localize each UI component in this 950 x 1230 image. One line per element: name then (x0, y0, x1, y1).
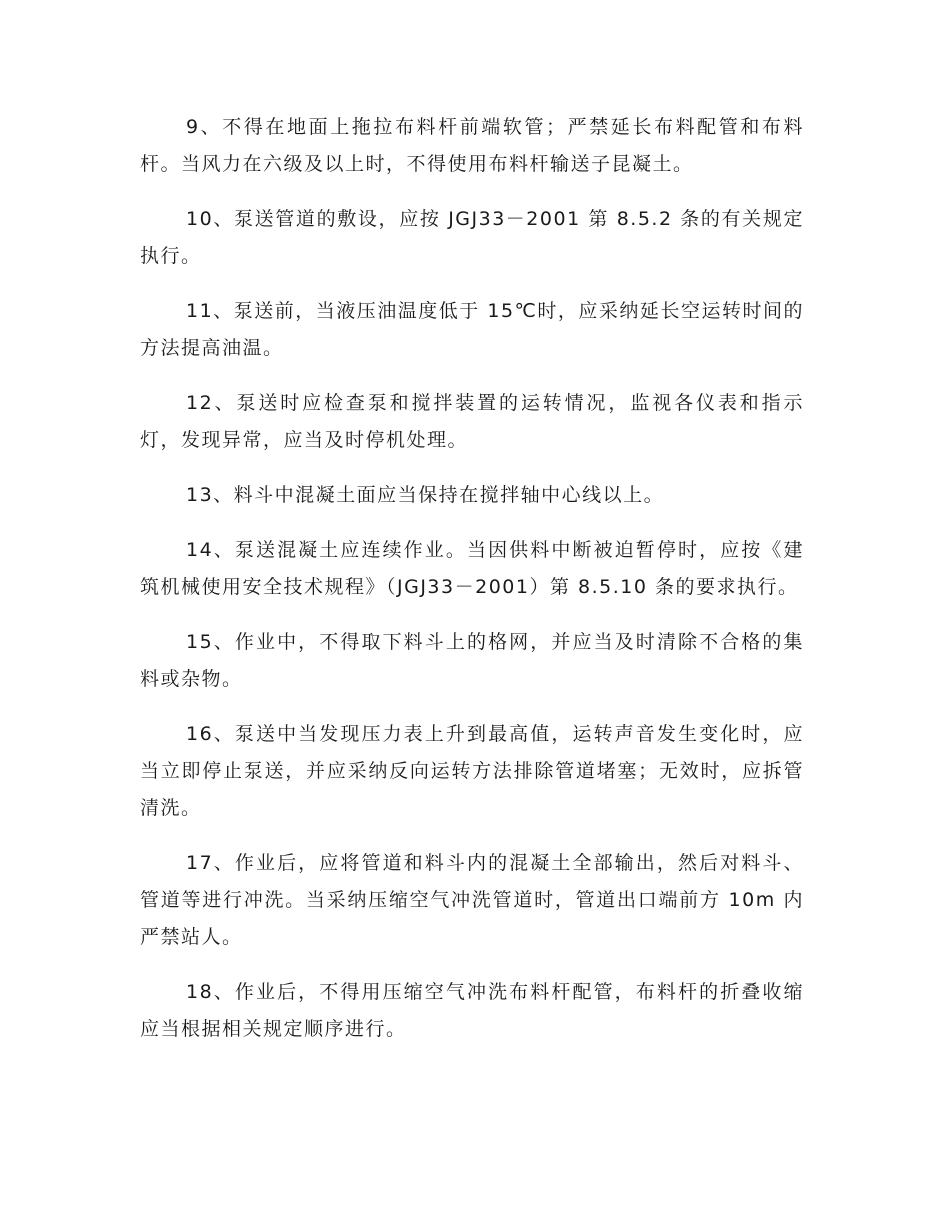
document-body (140, 109, 804, 1066)
paragraph-item-16: 16、泵送中当发现压力表上升到最高值，运转声音发生变化时，应当立即停止泵送，并应采纳反向运转方法排除管道堵塞；无效时，应拆管清洗。 (140, 723, 804, 819)
paragraph-item-9: 9、不得在地面上拖拉布料杆前端软管；严禁延长布料配管和布料杆。当风力在六级及以上时，不得使用布料杆输送子昆凝土。 (140, 116, 804, 175)
paragraph-item-13: 13、料斗中混凝土面应当保持在搅拌轴中心线以上。 (186, 484, 665, 506)
paragraph-item-14: 14、泵送混凝土应连续作业。当因供料中断被迫暂停时，应按《建筑机械使用安全技术规程》（JGJ33－2001）第 8.5.10 条的要求执行。 (140, 539, 804, 598)
paragraph-item-17: 17、作业后，应将管道和料斗内的混凝土全部输出，然后对料斗、管道等进行冲洗。当采纳压缩空气冲洗管道时，管道出口端前方 10m 内严禁站人。 (140, 852, 804, 948)
paragraph-item-18: 18、作业后，不得用压缩空气冲洗布料杆配管，布料杆的折叠收缩应当根据相关规定顺序进行。 (140, 981, 804, 1040)
paragraph-item-12: 12、泵送时应检查泵和搅拌装置的运转情况，监视各仪表和指示灯，发现异常，应当及时停机处理。 (140, 392, 804, 451)
paragraph-item-11: 11、泵送前，当液压油温度低于 15℃时，应采纳延长空运转时间的方法提高油温。 (140, 300, 804, 359)
paragraph-item-10: 10、泵送管道的敷设，应按 JGJ33－2001 第 8.5.2 条的有关规定执行。 (140, 208, 804, 267)
paragraph-item-15: 15、作业中，不得取下料斗上的格网，并应当及时清除不合格的集料或杂物。 (140, 631, 804, 690)
